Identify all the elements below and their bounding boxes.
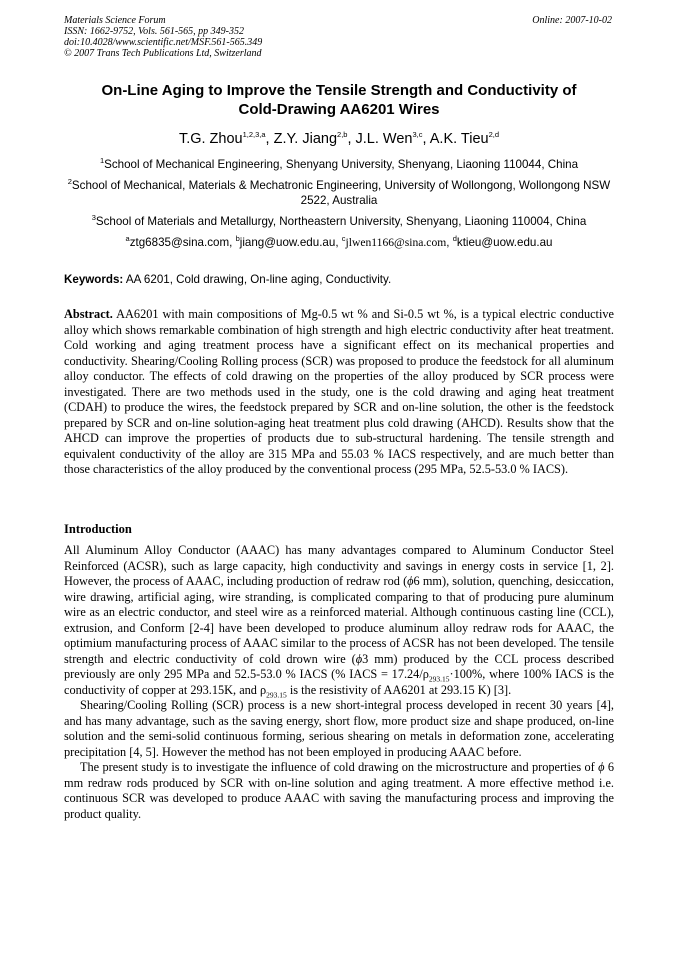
affiliation-2 (56, 178, 622, 208)
phi-symbol: ϕ (407, 574, 414, 588)
author-separator: , (422, 131, 430, 147)
issn-line: ISSN: 1662-9752, Vols. 561-565, pp 349-352 (64, 26, 244, 37)
phi-symbol: ϕ (355, 651, 363, 666)
affiliation-3 (56, 214, 622, 229)
doi-line[interactable]: doi:10.4028/www.scientific.net/MSF.561-565.349 (64, 37, 263, 48)
title-line-1: On-Line Aging to Improve the Tensile Strength and Conductivity of (101, 82, 577, 99)
intro-paragraph-1 (64, 543, 614, 698)
author-separator: , (265, 131, 274, 147)
affiliation-number: 1 (99, 156, 105, 166)
author-name: A.K. Tieu (429, 131, 489, 147)
paper-title (60, 81, 618, 119)
email-mark: a (125, 234, 130, 244)
intro-paragraph-2: Shearing/Cooling Rolling (SCR) process is a new short-integral process developed in recent 30 years [4], and has many advantage, such as the saving energy, short flow, more product size and shape produced, on-line solution and the semi-solid continuous forming, serious shearing on metals in deformation zone, accelerating precipitation [4, 5]. However the method has not been employed in producing AAAC before. (64, 698, 614, 759)
keywords (64, 272, 616, 287)
email-address[interactable]: jiang@uow.edu.au (239, 236, 336, 249)
subscript: 293.15 (266, 689, 287, 699)
email-address[interactable]: ktieu@uow.edu.au (456, 236, 553, 249)
affiliation-number: 3 (91, 213, 96, 223)
email-mark: d (452, 234, 457, 244)
email-address[interactable]: ztg6835@sina.com (129, 236, 230, 249)
email-mark: b (235, 234, 240, 244)
introduction-body (64, 543, 614, 822)
author-separator: , (347, 131, 356, 147)
text-run: is the resistivity of AA6201 at 293.15 K) [3]. (286, 682, 512, 697)
affiliation-1 (56, 157, 622, 172)
section-heading-introduction: Introduction (64, 522, 132, 536)
author-list (40, 130, 638, 148)
text-run: All Aluminum Alloy Conductor (AAAC) has many advantages compared to Aluminum Conductor Steel Reinforced (ACSR), such as large capacity, high conductivity and savings in energy costs in service [1, 2]. However, the process of AAAC, including production of redraw rod ( (64, 543, 614, 588)
text-run: 3 mm) produced by the CCL process described previously are only 295 MPa and 52.5-53.0 % IACS (% IACS = 17.24/ρ (64, 651, 614, 681)
author-affil-mark: 2,d (488, 130, 500, 140)
abstract-label: Abstract. (64, 307, 113, 321)
text-run: 6 mm redraw rods produced by SCR with on-line solution and aging treatment. A more effective method i.e. continuous SCR was developed to produce AAAC with saving the manufacturing process and improving the product quality. (64, 760, 614, 821)
email-list: $^a$ztg6835@sina.com, $^b$jiang@uow.edu.au, $^c$jlwen1166@sina.com, $^d$ktieu@uow.edu.au (125, 234, 553, 249)
affiliation-text: School of Mechanical Engineering, Shenyang University, Shenyang, Liaoning 110044, China (104, 158, 579, 171)
text-run: ·100%, where 100% IACS is the conductivity of copper at 293.15K, and ρ (64, 667, 614, 697)
affiliation-text: School of Materials and Metallurgy, Northeastern University, Shenyang, Liaoning 110004, China (95, 215, 587, 228)
journal-name: Materials Science Forum (64, 15, 166, 26)
text-run: The present study is to investigate the influence of cold drawing on the microstructure and properties of (80, 760, 599, 774)
author-affil-mark: 2,b (337, 130, 348, 140)
author-name: J.L. Wen (355, 131, 413, 147)
title-line-2: Cold-Drawing AA6201 Wires (238, 101, 440, 118)
intro-paragraph-3 (64, 760, 614, 822)
author-name: Z.Y. Jiang (273, 131, 338, 147)
author-affil-mark: 1,2,3,a (242, 130, 266, 140)
author-affil-mark: 3,c (412, 130, 423, 140)
copyright-line: © 2007 Trans Tech Publications Ltd, Switzerland (64, 48, 262, 59)
publication-header (64, 15, 262, 59)
affiliation-text: School of Mechanical, Materials & Mechatronic Engineering, University of Wollongong, Wollongong NSW 2522, Australia (71, 179, 611, 207)
keywords-label: Keywords: (64, 273, 124, 286)
phi-symbol: ϕ (598, 760, 605, 774)
abstract (64, 307, 614, 478)
abstract-text: AA6201 with main compositions of Mg-0.5 wt % and Si-0.5 wt %, is a typical electric conductive alloy which shows remarkable combination of high strength and high electric conductivity after heat treatment. Cold working and aging treatment process have a significant effect on its mechanical properties and conductivity. Shearing/Cooling Rolling process (SCR) was proposed to produce the feedstock for all aluminum alloy conductor. The effects of cold drawing on the properties of the alloy produced by SCR process were investigated. There are two methods used in the study, one is the cold drawing and aging heat treatment (CDAH) to produce the wires, the feedstock prepared by SCR and on-line solution, the other is the feedstock prepared by SCR and on-line solution-aging heat treatment plus cold drawing (AHCD). Results show that the AHCD can improve the properties of products due to sub-structural hardening. The tensile strength and equivalent conductivity of the alloy are 315 MPa and 55.03 % IACS respectively, and are much better than those characteristics of the alloy produced by the conventional process (295 MPa, 52.5-53.0 % IACS). (64, 307, 614, 476)
keywords-text: AA 6201, Cold drawing, On-line aging, Conductivity. (125, 273, 392, 286)
subscript: 293.15 (428, 674, 450, 684)
affiliation-number: 2 (67, 177, 72, 187)
text-run: 6 mm), solution, quenching, desiccation, wire drawing, artificial aging, wire stranding, is complicated comparing to that of producing pure aluminum wire as an electric conductor, and steel wire as a reinforced material. Although continuous casting line (CCL), extrusion, and Conform [2-4] have been developed to produce aluminum alloy redraw rods for AAAC, the optimium manufacturing process of AAAC similar to the process of ACSR has not been developed. The tensile strength and electric conductivity of cold drown wire ( (64, 574, 614, 666)
online-date: Online: 2007-10-02 (532, 15, 612, 26)
email-address[interactable]: jlwen1166@sina.com (345, 236, 447, 249)
author-name: T.G. Zhou (178, 131, 243, 147)
email-mark: c (341, 234, 346, 244)
